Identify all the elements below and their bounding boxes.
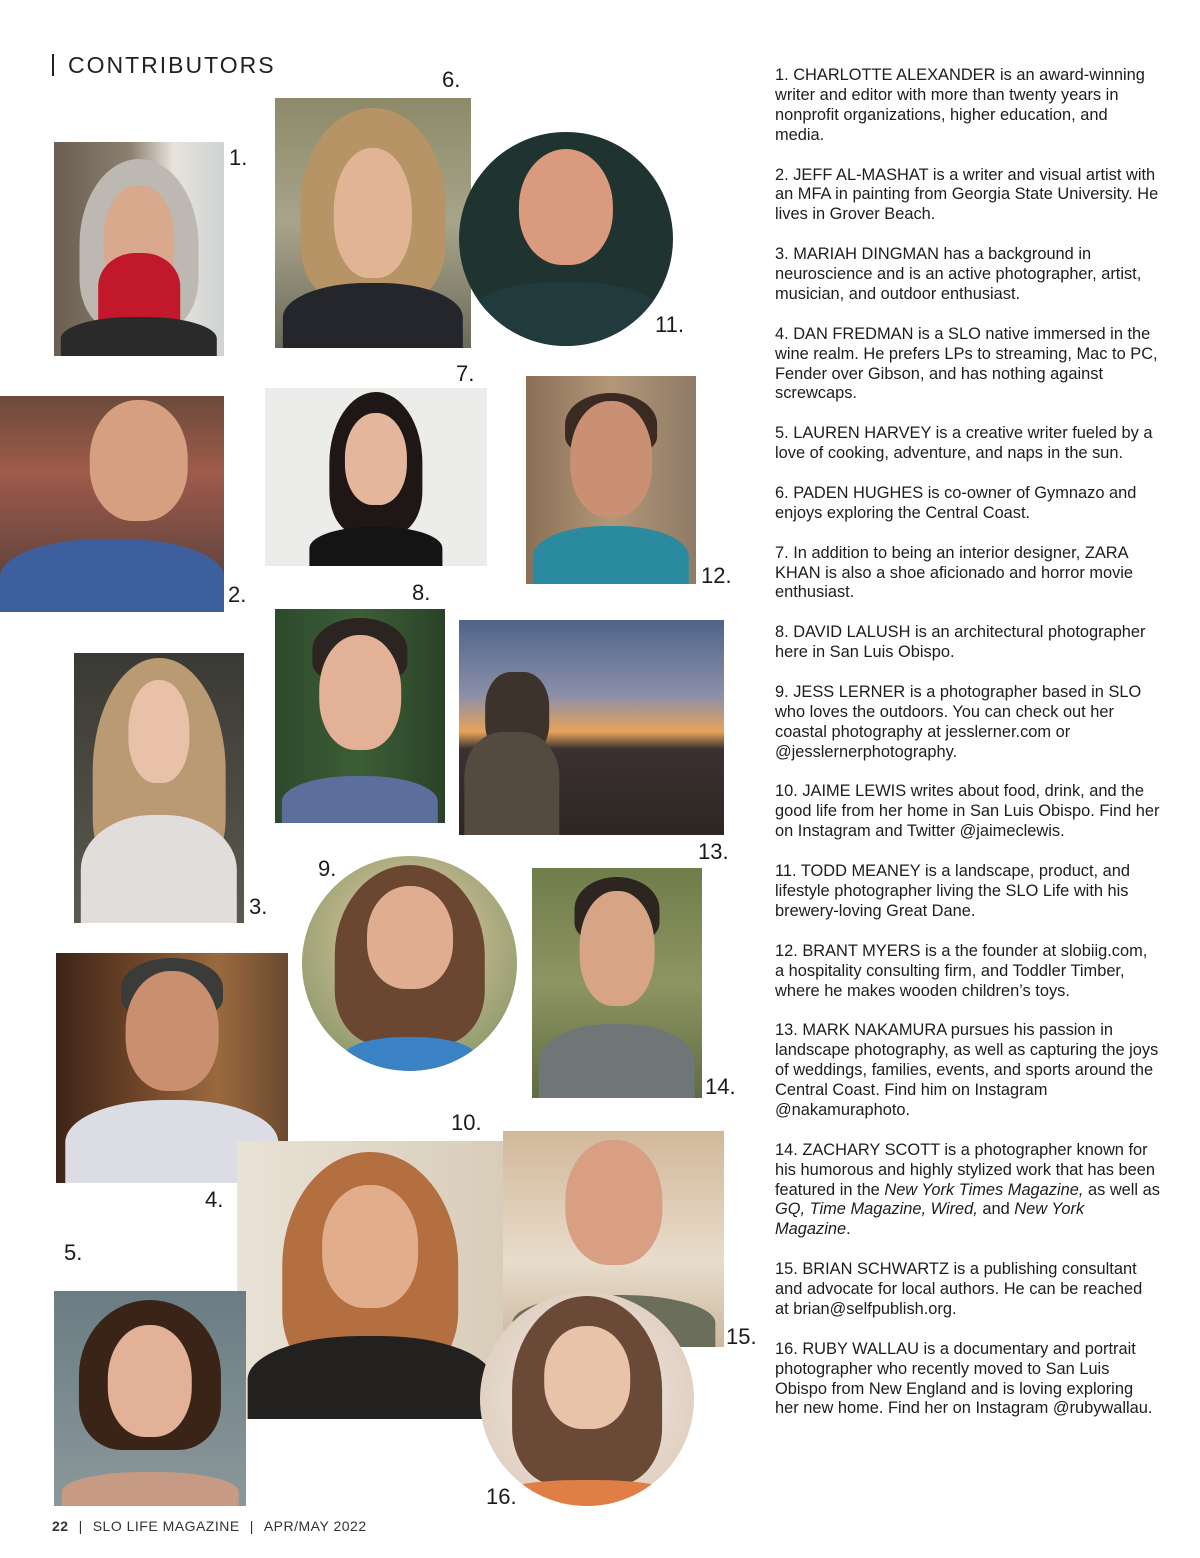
contributor-photo-13 bbox=[459, 620, 724, 835]
contributor-photo-14 bbox=[532, 868, 702, 1098]
photo-number-5: 5. bbox=[64, 1240, 83, 1265]
photo-number-2: 2. bbox=[228, 582, 247, 607]
bio-9: 9. JESS LERNER is a photographer based in SLO who loves the outdoors. You can check out her coastal photography at jesslerner.com or @jesslernerphotography. bbox=[775, 682, 1142, 761]
section-title: CONTRIBUTORS bbox=[68, 52, 276, 78]
contributor-photo-2 bbox=[0, 396, 224, 612]
bio-13: 13. MARK NAKAMURA pursues his passion in landscape photography, as well as capturing the joys of weddings, families, events, and sports around the Central Coast. Find him on Instagram @nakamuraphoto. bbox=[775, 1021, 1159, 1119]
contributor-photo-10 bbox=[237, 1141, 503, 1419]
bio-14-text-2: as well as bbox=[1083, 1180, 1160, 1199]
bio-16: 16. RUBY WALLAU is a documentary and portrait photographer who recently moved to San Luis Obispo from New England and is loving exploring her new home. Find her on Instagram @rubywallau. bbox=[775, 1339, 1153, 1418]
page-number: 22 bbox=[52, 1518, 69, 1534]
contributor-photo-11 bbox=[459, 132, 673, 346]
photo-number-16: 16. bbox=[486, 1484, 517, 1509]
footer-sep-1: | bbox=[78, 1518, 83, 1534]
section-header bbox=[52, 52, 276, 79]
photo-number-6: 6. bbox=[442, 67, 461, 92]
bio-14-text-4: . bbox=[846, 1220, 851, 1239]
bio-14-pub-2: GQ, Time Magazine, Wired, bbox=[775, 1200, 978, 1219]
bio-14 bbox=[775, 1141, 1160, 1241]
bio-10: 10. JAIME LEWIS writes about food, drink, and the good life from her home in San Luis Obispo. Find her on Instagram and Twitter @jaimeclewis. bbox=[775, 782, 1160, 841]
bio-14-text-3: and bbox=[977, 1200, 1015, 1219]
bio-14-text: 14. ZACHARY SCOTT is a photographer known for his humorous and highly stylized work that has been featured in the bbox=[775, 1140, 1155, 1199]
contributor-photo-7 bbox=[265, 388, 487, 566]
bio-7: 7. In addition to being an interior designer, ZARA KHAN is also a shoe aficionado and horror movie enthusiast. bbox=[775, 543, 1134, 602]
photo-number-15: 15. bbox=[726, 1324, 757, 1349]
photo-number-1: 1. bbox=[229, 145, 248, 170]
photo-number-14: 14. bbox=[705, 1074, 736, 1099]
magazine-name: SLO LIFE MAGAZINE bbox=[92, 1518, 240, 1534]
bio-14-pub-3: New York Magazine bbox=[775, 1200, 1085, 1239]
contributor-photo-8 bbox=[275, 609, 445, 823]
photo-number-3: 3. bbox=[249, 894, 268, 919]
photo-number-8: 8. bbox=[412, 580, 431, 605]
bio-15: 15. BRIAN SCHWARTZ is a publishing consultant and advocate for local authors. He can be reached at brian@selfpublish.org. bbox=[775, 1260, 1143, 1318]
photo-number-13: 13. bbox=[698, 839, 729, 864]
photo-number-7: 7. bbox=[456, 361, 475, 386]
photo-number-12: 12. bbox=[701, 563, 732, 588]
contributor-photo-16 bbox=[480, 1292, 694, 1506]
bio-14-pub-1: New York Times Magazine, bbox=[884, 1180, 1084, 1199]
issue-date: APR/MAY 2022 bbox=[263, 1518, 367, 1534]
photo-number-11: 11. bbox=[655, 312, 684, 337]
photo-number-9: 9. bbox=[318, 856, 337, 881]
photo-number-4: 4. bbox=[205, 1187, 224, 1212]
photo-number-10: 10. bbox=[451, 1110, 482, 1135]
bio-6: 6. PADEN HUGHES is co-owner of Gymnazo and enjoys exploring the Central Coast. bbox=[775, 483, 1137, 522]
contributor-bios bbox=[775, 66, 1160, 1439]
bio-12: 12. BRANT MYERS is a the founder at slobiig.com, a hospitality consulting firm, and Toddler Timber, where he makes wooden children’s toys. bbox=[775, 941, 1148, 1000]
contributor-photo-12 bbox=[526, 376, 696, 584]
bio-1: 1. CHARLOTTE ALEXANDER is an award-winning writer and editor with more than twenty years in nonprofit organizations, higher education, and media. bbox=[775, 66, 1145, 144]
contributor-photo-1 bbox=[54, 142, 224, 356]
contributor-photo-5 bbox=[54, 1291, 246, 1506]
bio-2: 2. JEFF AL-MASHAT is a writer and visual artist with an MFA in painting from Georgia State University. He lives in Grover Beach. bbox=[775, 165, 1159, 224]
bio-4: 4. DAN FREDMAN is a SLO native immersed in the wine realm. He prefers LPs to streaming, Mac to PC, Fender over Gibson, and has nothing against screwcaps. bbox=[775, 324, 1158, 403]
bio-11: 11. TODD MEANEY is a landscape, product, and lifestyle photographer living the SLO Life with his brewery-loving Great Dane. bbox=[775, 862, 1131, 920]
page-footer bbox=[52, 1518, 377, 1534]
footer-sep-2: | bbox=[249, 1518, 254, 1534]
contributor-photo-9 bbox=[302, 856, 517, 1071]
bio-5: 5. LAUREN HARVEY is a creative writer fueled by a love of cooking, adventure, and naps in the sun. bbox=[775, 424, 1153, 463]
bio-3: 3. MARIAH DINGMAN has a background in neuroscience and is an active photographer, artist, musician, and outdoor enthusiast. bbox=[775, 245, 1142, 303]
header-divider bbox=[52, 54, 54, 76]
contributor-photo-6 bbox=[275, 98, 471, 348]
bio-8: 8. DAVID LALUSH is an architectural photographer here in San Luis Obispo. bbox=[775, 623, 1146, 662]
contributor-photo-3 bbox=[74, 653, 244, 923]
